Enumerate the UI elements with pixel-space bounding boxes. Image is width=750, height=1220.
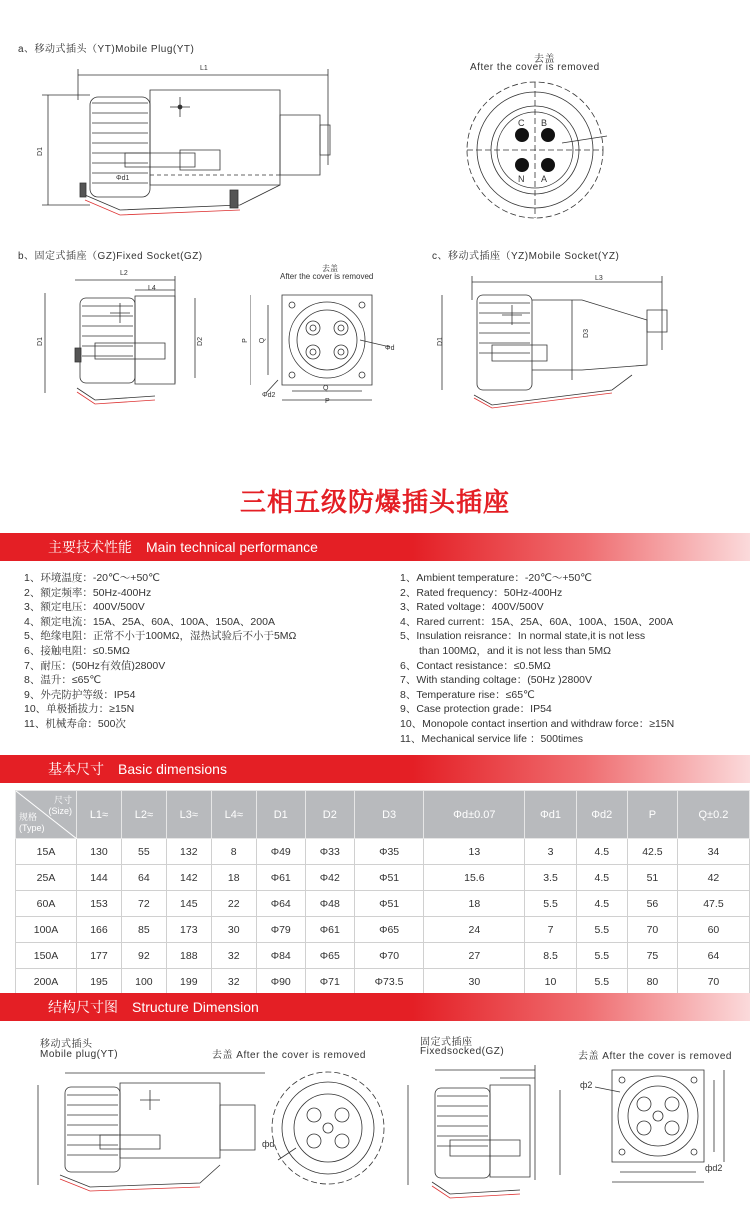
table-cell: 132 xyxy=(166,839,211,865)
table-cell: Φ65 xyxy=(354,917,424,943)
col-header: D3 xyxy=(354,791,424,839)
table-cell: 18 xyxy=(211,865,256,891)
table-cell: 70 xyxy=(677,969,749,995)
col-header: L3≈ xyxy=(166,791,211,839)
dim-P-label: P xyxy=(241,338,249,343)
table-cell: 3.5 xyxy=(525,865,576,891)
table-row xyxy=(16,969,750,995)
spec-en-item: 5、Insulation reisrance：In normal state,it is not less xyxy=(400,630,646,643)
table-cell: 166 xyxy=(77,917,122,943)
dim-phid1-label: Φd1 xyxy=(116,175,130,182)
spec-cn-item: 2、额定频率：50Hz-400Hz xyxy=(24,586,152,599)
spec-cn-item: 7、耐压：(50Hz有效值)2800V xyxy=(24,659,166,672)
dim-D1-label-c: D1 xyxy=(436,337,444,346)
table-row xyxy=(16,839,750,865)
table-cell: Φ90 xyxy=(256,969,305,995)
diagram-b-caption: b、固定式插座（GZ)Fixed Socket(GZ) xyxy=(18,251,203,262)
table-cell: Φ61 xyxy=(305,917,354,943)
structure-cover-en-1: After the cover is removed xyxy=(236,1050,366,1061)
table-cell: 130 xyxy=(77,839,122,865)
table-cell: 13 xyxy=(424,839,525,865)
diagram-a-caption: a、移动式插头（YT)Mobile Plug(YT) xyxy=(18,44,195,55)
performance-list-en xyxy=(400,571,674,746)
table-cell: Φ73.5 xyxy=(354,969,424,995)
pin-C: C xyxy=(518,118,525,128)
spec-cn-item: 1、环境温度：-20℃～+50℃ xyxy=(24,572,160,584)
dim-phid2-label: Φd2 xyxy=(262,392,276,399)
table-cell: 10 xyxy=(525,969,576,995)
fixed-socket-side-drawing xyxy=(35,268,215,413)
table-cell: 75 xyxy=(627,943,677,969)
spec-cn-item: 5、绝缘电阻：正常不小于100MΩ，湿热试验后不小于5MΩ xyxy=(24,630,297,643)
dim-P-label-bottom: P xyxy=(325,398,330,405)
table-cell: Φ49 xyxy=(256,839,305,865)
table-cell: 5.5 xyxy=(576,969,627,995)
structure-mobile-plug-drawing xyxy=(30,1065,270,1205)
dim-L1-label: L1 xyxy=(200,65,208,72)
structure-fixed-cn: 固定式插座 xyxy=(420,1037,473,1048)
table-cell: 199 xyxy=(166,969,211,995)
table-cell: 47.5 xyxy=(677,891,749,917)
spec-cn-item: 3、额定电压：400V/500V xyxy=(24,601,145,614)
table-cell: 55 xyxy=(121,839,166,865)
spec-cn-item: 11、机械寿命：500次 xyxy=(24,717,126,730)
table-cell: 18 xyxy=(424,891,525,917)
mobile-socket-side-drawing xyxy=(432,270,702,415)
spec-cn-item: 6、接触电阻：≤0.5MΩ xyxy=(24,644,130,657)
dim-Q-label: Q xyxy=(259,337,267,344)
table-cell: Φ64 xyxy=(256,891,305,917)
col-header: Φd2 xyxy=(576,791,627,839)
table-cell: 5.5 xyxy=(576,943,627,969)
table-cell: Φ79 xyxy=(256,917,305,943)
basic-section-header xyxy=(0,755,750,783)
table-cell: Φ70 xyxy=(354,943,424,969)
spec-en-item: than 100MΩ，and it is not less than 5MΩ xyxy=(419,644,611,657)
structure-mobile-en: Mobile plug(YT) xyxy=(40,1049,119,1060)
spec-cn-item: 10、单极插拔力：≥15N xyxy=(24,703,135,716)
table-cell: Φ71 xyxy=(305,969,354,995)
table-cell: Φ35 xyxy=(354,839,424,865)
spec-en-item: 10、Monopole contact insertion and withdraw force：≥15N xyxy=(400,717,675,730)
table-cell: 60 xyxy=(677,917,749,943)
structure-mobile-cn: 移动式插头 xyxy=(40,1039,93,1050)
table-cell: 5.5 xyxy=(525,891,576,917)
table-cell: 4.5 xyxy=(576,891,627,917)
table-row xyxy=(16,917,750,943)
table-cell: 92 xyxy=(121,943,166,969)
diagram-b-cover-cn: 去盖 xyxy=(322,264,338,273)
table-cell: Φ33 xyxy=(305,839,354,865)
row-type-cell: 15A xyxy=(16,839,77,865)
table-cell: 100 xyxy=(121,969,166,995)
table-cell: 30 xyxy=(424,969,525,995)
dimension-table xyxy=(15,790,750,995)
diagram-c-caption: c、移动式插座（YZ)Mobile Socket(YZ) xyxy=(432,251,620,262)
diagram-a-cover-en: After the cover is removed xyxy=(470,62,600,73)
table-cell: 51 xyxy=(627,865,677,891)
structure-cover-2 xyxy=(578,1047,732,1062)
table-cell: 42.5 xyxy=(627,839,677,865)
structure-cover-cn-2: 去盖 xyxy=(578,1051,599,1062)
structure-phi2-label: ф2 xyxy=(580,1080,593,1090)
col-header: Φd±0.07 xyxy=(424,791,525,839)
spec-en-item: 1、Ambient temperature：-20℃～+50℃ xyxy=(400,572,592,584)
table-cell: 32 xyxy=(211,943,256,969)
spec-en-item: 2、Rated frequency：50Hz-400Hz xyxy=(400,586,563,599)
table-cell: 173 xyxy=(166,917,211,943)
col-header: P xyxy=(627,791,677,839)
row-type-cell: 150A xyxy=(16,943,77,969)
col-header: D2 xyxy=(305,791,354,839)
table-cell: 8.5 xyxy=(525,943,576,969)
structure-cover-1 xyxy=(212,1046,366,1061)
col-header: Φd1 xyxy=(525,791,576,839)
table-cell: Φ65 xyxy=(305,943,354,969)
pin-A: A xyxy=(541,174,548,184)
table-header-row xyxy=(16,791,750,839)
table-cell: Φ84 xyxy=(256,943,305,969)
table-cell: 34 xyxy=(677,839,749,865)
dim-D1-label-b: D1 xyxy=(36,337,44,346)
table-cell: 85 xyxy=(121,917,166,943)
structure-cover-cn-1: 去盖 xyxy=(212,1050,233,1061)
structure-fixed-socket-drawing xyxy=(400,1060,580,1200)
table-cell: 15.6 xyxy=(424,865,525,891)
spec-en-item: 3、Rated voltage：400V/500V xyxy=(400,601,544,614)
table-cell: 4.5 xyxy=(576,865,627,891)
col-header: L2≈ xyxy=(121,791,166,839)
performance-title-cn: 主要技术性能 xyxy=(48,539,132,555)
corner-size-label: 尺寸 (Size) xyxy=(48,795,72,816)
spec-en-item: 8、Temperature rise：≤65℃ xyxy=(400,688,535,701)
dim-L4-label: L4 xyxy=(148,285,156,292)
table-cell: 30 xyxy=(211,917,256,943)
structure-title-cn: 结构尺寸图 xyxy=(48,999,118,1015)
pin-N: N xyxy=(518,174,525,184)
table-cell: Φ48 xyxy=(305,891,354,917)
table-cell: 24 xyxy=(424,917,525,943)
table-cell: 80 xyxy=(627,969,677,995)
table-cell: 27 xyxy=(424,943,525,969)
table-cell: 144 xyxy=(77,865,122,891)
structure-mobile-plug-front xyxy=(268,1060,388,1200)
structure-fixed-en: Fixedsocked(GZ) xyxy=(420,1046,505,1057)
spec-en-item: 9、Case protection grade：IP54 xyxy=(400,703,552,716)
table-cell: Φ61 xyxy=(256,865,305,891)
structure-phid2-label: фd2 xyxy=(705,1163,723,1173)
table-cell: 3 xyxy=(525,839,576,865)
table-corner-cell xyxy=(16,791,77,839)
mobile-plug-side-drawing xyxy=(30,55,340,230)
mobile-plug-front-drawing xyxy=(462,78,612,228)
spec-en-item: 7、With standing coltage：(50Hz )2800V xyxy=(400,674,593,687)
table-cell: 42 xyxy=(677,865,749,891)
table-cell: Φ51 xyxy=(354,891,424,917)
spec-cn-item: 9、外壳防护等级：IP54 xyxy=(24,688,136,701)
dim-Q-label-bottom: Q xyxy=(323,385,329,392)
performance-list-cn xyxy=(24,571,296,732)
dim-D3-label: D3 xyxy=(582,329,590,338)
table-cell: Φ42 xyxy=(305,865,354,891)
dim-L3-label: L3 xyxy=(595,275,603,282)
table-cell: 195 xyxy=(77,969,122,995)
dim-D1-label: D1 xyxy=(36,147,44,156)
spec-en-item: 11、Mechanical service life ：500times xyxy=(400,732,584,745)
table-cell: Φ51 xyxy=(354,865,424,891)
structure-section-header xyxy=(0,993,750,1021)
table-row xyxy=(16,865,750,891)
table-cell: 8 xyxy=(211,839,256,865)
table-cell: 142 xyxy=(166,865,211,891)
row-type-cell: 60A xyxy=(16,891,77,917)
table-cell: 7 xyxy=(525,917,576,943)
basic-title-cn: 基本尺寸 xyxy=(48,761,104,777)
performance-section-header xyxy=(0,533,750,561)
col-header: D1 xyxy=(256,791,305,839)
spec-cn-item: 4、额定电流：15A、25A、60A、100A、150A、200A xyxy=(24,615,275,628)
table-cell: 56 xyxy=(627,891,677,917)
table-cell: 145 xyxy=(166,891,211,917)
table-cell: 72 xyxy=(121,891,166,917)
table-cell: 22 xyxy=(211,891,256,917)
table-cell: 70 xyxy=(627,917,677,943)
table-cell: 32 xyxy=(211,969,256,995)
dim-D2-label: D2 xyxy=(196,337,204,346)
table-row xyxy=(16,891,750,917)
diagram-a-cover-cn: 去盖 xyxy=(534,54,555,65)
structure-title-en: Structure Dimension xyxy=(132,999,259,1015)
diagram-b-cover-en: After the cover is removed xyxy=(280,272,374,281)
table-cell: 188 xyxy=(166,943,211,969)
col-header: Q±0.2 xyxy=(677,791,749,839)
page-title: 三相五级防爆插头插座 xyxy=(239,487,510,517)
pin-B: B xyxy=(541,118,548,128)
col-header: L1≈ xyxy=(77,791,122,839)
table-cell: 64 xyxy=(121,865,166,891)
table-cell: 177 xyxy=(77,943,122,969)
table-cell: 64 xyxy=(677,943,749,969)
performance-title-en: Main technical performance xyxy=(146,539,318,555)
structure-phid-label: фd xyxy=(262,1139,275,1149)
table-row xyxy=(16,943,750,969)
dim-L2-label: L2 xyxy=(120,270,128,277)
corner-type-label: 规格 (Type) xyxy=(19,812,45,833)
col-header: L4≈ xyxy=(211,791,256,839)
dim-phid-label: Φd xyxy=(385,345,395,352)
spec-en-item: 6、Contact resistance：≤0.5MΩ xyxy=(400,659,551,672)
table-cell: 5.5 xyxy=(576,917,627,943)
basic-title-en: Basic dimensions xyxy=(118,761,227,777)
row-type-cell: 200A xyxy=(16,969,77,995)
row-type-cell: 25A xyxy=(16,865,77,891)
table-cell: 4.5 xyxy=(576,839,627,865)
table-cell: 153 xyxy=(77,891,122,917)
row-type-cell: 100A xyxy=(16,917,77,943)
spec-cn-item: 8、温升：≤65℃ xyxy=(24,674,102,687)
spec-en-item: 4、Rared current：15A、25A、60A、100A、150A、200A xyxy=(400,615,674,628)
structure-cover-en-2: After the cover is removed xyxy=(602,1051,732,1062)
